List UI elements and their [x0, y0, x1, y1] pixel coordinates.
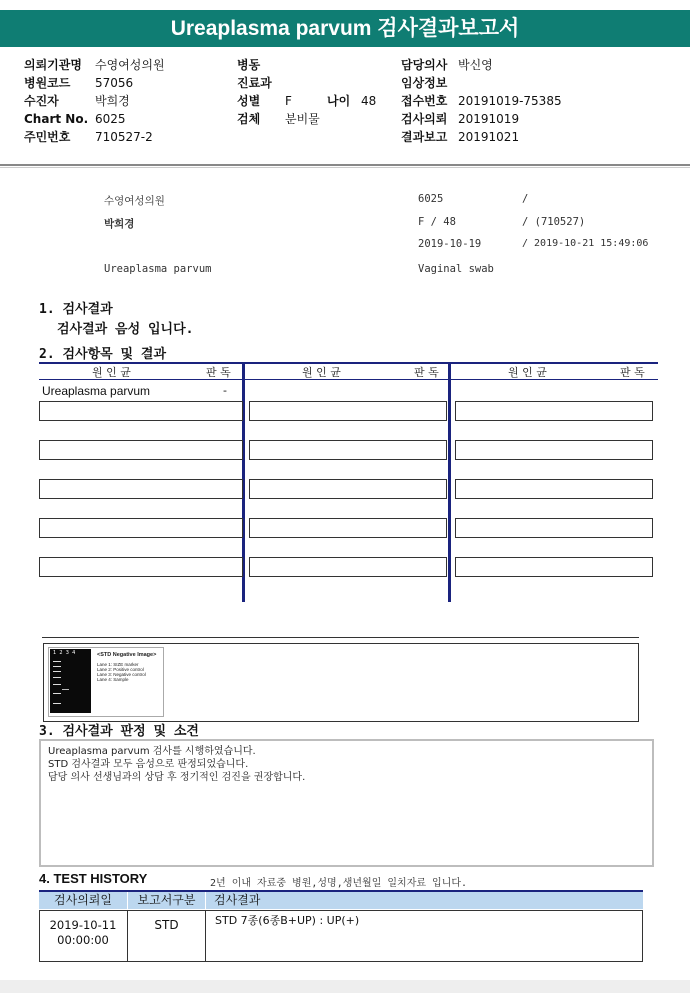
consultation-box	[39, 739, 654, 867]
header-row	[237, 92, 387, 110]
header-middle	[237, 56, 387, 128]
header-label: Chart No.	[24, 112, 89, 126]
header-label: 접수번호	[401, 94, 448, 108]
history-date	[39, 918, 127, 948]
header-right	[401, 56, 562, 146]
gel-lane-numbers: 1 2 3 4	[53, 650, 76, 656]
consultation-line: Ureaplasma parvum 검사를 시행하였습니다.	[48, 746, 256, 757]
result-cell	[249, 401, 447, 421]
history-col-header: 보고서구분	[128, 892, 205, 909]
gel-legend-line: Lane 1: SIZE marker	[97, 662, 139, 667]
header-row	[237, 110, 387, 128]
history-note: 2년 이내 자료중 병원,성명,생년월일 일치자료 입니다.	[210, 878, 468, 889]
history-time-value: 00:00:00	[57, 933, 109, 947]
header-row	[401, 92, 562, 110]
section3-heading: 3. 검사결과 판정 및 소견	[39, 724, 199, 739]
results-table-top-rule	[39, 362, 658, 364]
summary-sex-age: F / 48	[418, 216, 456, 228]
consultation-line: 담당 의사 선생님과의 상담 후 정기적인 검진을 권장합니다.	[48, 772, 306, 783]
history-table	[39, 890, 643, 962]
header-divider-shadow	[0, 167, 690, 168]
specimen-label: 검체	[237, 112, 261, 126]
header-row	[24, 128, 165, 146]
ward-label: 병동	[237, 58, 261, 72]
header-row	[237, 74, 387, 92]
header-label: 수진자	[24, 94, 59, 108]
gel-legend-line: Lane 2: Positive control	[97, 667, 144, 672]
header-value: 박희경	[95, 94, 130, 108]
result-cell	[39, 440, 243, 460]
history-col-header: 검사의뢰일	[39, 892, 127, 909]
column-divider	[448, 364, 451, 602]
header-value: 수영여성의원	[95, 58, 165, 72]
gel-band	[53, 684, 61, 685]
summary-report-datetime: / 2019-10-21 15:49:06	[522, 238, 649, 249]
header-row	[401, 128, 562, 146]
age-label: 나이	[327, 94, 351, 108]
footer-bar	[0, 980, 690, 993]
header-label: 담당의사	[401, 58, 448, 72]
section2-heading: 2. 검사항목 및 결과	[39, 347, 167, 362]
sex-label: 성별	[237, 94, 261, 108]
header-row	[24, 56, 165, 74]
header-value: 6025	[95, 112, 126, 126]
result-cell	[455, 479, 653, 499]
header-row	[237, 56, 387, 74]
summary-chart-no: 6025	[418, 193, 444, 205]
gel-legend-line: Lane 3: Negative control	[97, 672, 146, 677]
result-pathogen-name: Ureaplasma parvum	[42, 384, 151, 398]
summary-test-name: Ureaplasma parvum	[104, 263, 212, 275]
result-cell	[249, 440, 447, 460]
history-date-value: 2019-10-11	[49, 918, 117, 932]
header-value: 20191019	[458, 112, 520, 126]
result-cell	[39, 401, 243, 421]
header-row	[24, 92, 165, 110]
summary-specimen: Vaginal swab	[418, 263, 494, 275]
header-label: 임상정보	[401, 76, 448, 90]
gel-image	[50, 649, 91, 713]
consultation-text	[48, 745, 305, 784]
result-cell	[455, 518, 653, 538]
report-title: Ureaplasma parvum 검사결과보고서	[0, 10, 690, 47]
header-left	[24, 56, 165, 146]
summary-patient: 박희경	[104, 218, 135, 230]
col-header-pathogen: 원 인 균	[508, 366, 547, 379]
header-row	[24, 110, 165, 128]
gel-band	[62, 689, 69, 690]
history-result: STD 7종(6종B+UP) : UP(+)	[215, 914, 360, 927]
section1-heading: 1. 검사결과	[39, 302, 113, 317]
gel-band	[53, 703, 61, 704]
result-cell	[249, 557, 447, 577]
header-label: 검사의뢰	[401, 112, 448, 126]
col-header-pathogen: 원 인 균	[92, 366, 131, 379]
result-cell	[455, 401, 653, 421]
header-row	[401, 56, 562, 74]
result-cell	[249, 479, 447, 499]
dept-label: 진료과	[237, 76, 272, 90]
col-header-pathogen: 원 인 균	[302, 366, 341, 379]
gel-title: <STD Negative Image>	[97, 652, 157, 658]
summary-separator: /	[522, 193, 529, 205]
header-value: 57056	[95, 76, 134, 90]
history-col-header: 검사결과	[206, 892, 643, 909]
result-cell	[455, 440, 653, 460]
result-cell	[39, 518, 243, 538]
sex-value: F	[285, 94, 292, 108]
results-table-header-rule	[39, 379, 658, 380]
section4-heading: 4. TEST HISTORY	[39, 871, 148, 886]
header-value: 20191021	[458, 130, 520, 144]
gel-band	[53, 677, 61, 678]
gel-legend	[97, 662, 146, 682]
gel-band	[53, 671, 61, 672]
header-row	[401, 110, 562, 128]
header-label: 결과보고	[401, 130, 448, 144]
summary-request-date: 2019-10-19	[418, 238, 482, 250]
header-value: 20191019-75385	[458, 94, 562, 108]
history-type: STD	[154, 918, 179, 932]
col-header-judgement: 판 독	[620, 366, 645, 379]
header-row	[24, 74, 165, 92]
section1-text: 검사결과 음성 입니다.	[57, 322, 194, 337]
summary-hospital: 수영여성의원	[104, 195, 165, 207]
consultation-line: STD 검사결과 모두 음성으로 판정되었습니다.	[48, 759, 249, 770]
history-col-divider	[205, 910, 206, 962]
header-label: 주민번호	[24, 130, 71, 144]
header-row	[401, 74, 562, 92]
gel-legend-line: Lane 4: Sample	[97, 677, 129, 682]
header-value: 710527-2	[95, 130, 153, 144]
header-value: 박신영	[458, 58, 493, 72]
header-label: 병원코드	[24, 76, 71, 90]
age-value: 48	[361, 94, 377, 108]
gel-divider	[42, 637, 639, 638]
specimen-value: 분비물	[285, 112, 320, 126]
gel-band	[53, 661, 61, 662]
result-cell	[249, 518, 447, 538]
col-header-judgement: 판 독	[414, 366, 439, 379]
result-cell	[39, 557, 243, 577]
result-cell	[455, 557, 653, 577]
gel-band	[53, 666, 61, 667]
gel-band	[53, 693, 61, 694]
result-cell	[39, 479, 243, 499]
summary-id: / (710527)	[522, 216, 586, 228]
header-divider	[0, 164, 690, 166]
col-header-judgement: 판 독	[206, 366, 231, 379]
header-label: 의뢰기관명	[24, 58, 82, 72]
result-judgement: -	[223, 384, 227, 397]
